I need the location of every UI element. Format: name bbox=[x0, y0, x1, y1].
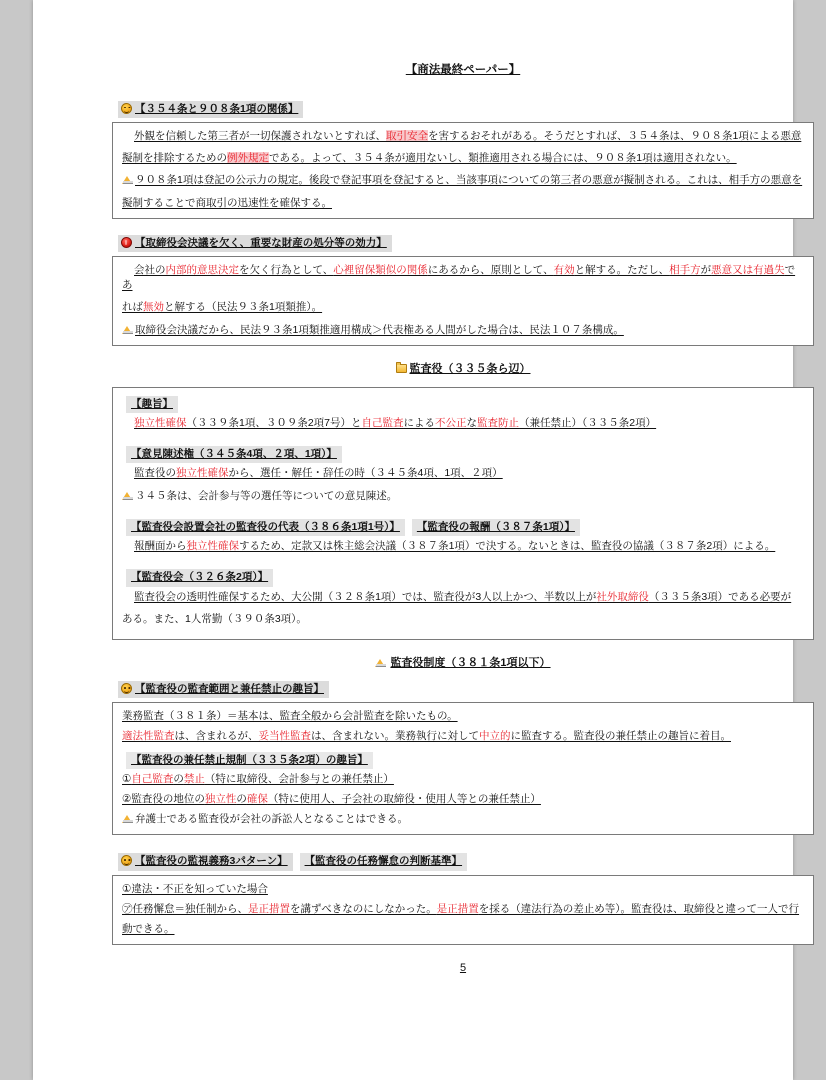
text-run: ある。また、1人常勤（３９０条3項）。 bbox=[122, 612, 307, 625]
sub-heading-ninmu-ketai: 【監査役の任務懈怠の判断基準】 bbox=[300, 853, 468, 870]
section-heading-text: 【３５４条と９０８条1項の関係】 bbox=[135, 102, 299, 115]
red-run: 不公正 bbox=[435, 417, 467, 430]
red-run: 妥当性監査 bbox=[258, 730, 311, 743]
pencil-icon bbox=[122, 814, 134, 824]
text-line bbox=[122, 902, 804, 917]
text-run: 会社の bbox=[134, 263, 166, 276]
red-run: 独立性 bbox=[204, 793, 237, 806]
smiley-icon bbox=[121, 103, 132, 114]
section-heading-text: 【監査役の監視義務3パターン】 bbox=[135, 855, 288, 868]
text-run: 弁護士である監査役が会社の訴訟人となることはできる。 bbox=[135, 813, 408, 826]
red-run: 相手方 bbox=[669, 263, 701, 276]
pencil-icon bbox=[122, 325, 134, 335]
text-line bbox=[122, 882, 804, 897]
text-run: （特に使用人、子会社の取締役・使用人等との兼任禁止） bbox=[267, 793, 541, 806]
center-heading-text: 監査役（３３５条ら辺） bbox=[409, 362, 531, 375]
red-run: 自己監査 bbox=[131, 772, 174, 785]
text-run: （３３５条3項）である必要が bbox=[648, 590, 792, 603]
text-run: れば bbox=[122, 301, 143, 314]
text-run: ９０８条1項は bbox=[135, 174, 204, 187]
text-line bbox=[122, 300, 804, 315]
text-run: 報酬面から bbox=[134, 540, 187, 553]
section-heading-text: 【監査役の監査範囲と兼任禁止の趣旨】 bbox=[135, 682, 324, 695]
text-run: にあるから、原則として、 bbox=[427, 263, 554, 276]
text-run: な bbox=[466, 417, 478, 430]
highlight-run: 取引安全 bbox=[386, 129, 428, 142]
text-run: （３３９条1項、３０９条2項7号）と bbox=[186, 417, 362, 430]
text-run: 外観を信頼した第三者が一切保護されないとすれば、 bbox=[134, 129, 386, 142]
center-heading-text: 監査役制度（３８１条1項以下） bbox=[390, 656, 551, 669]
smiley-icon bbox=[121, 683, 132, 694]
red-run: 悪意又は有過失 bbox=[711, 263, 785, 276]
pencil-icon bbox=[375, 658, 387, 668]
text-run: 取締役会決議だから、民法９３条1項類推適用構成＞代表権ある人間がした場合は、民法１０７条構成。 bbox=[135, 323, 624, 336]
text-line-pencil bbox=[122, 173, 804, 188]
text-run: ㋐任務懈怠＝独任制から、 bbox=[122, 902, 248, 915]
text-run: を講ずべきなのにしなかった。 bbox=[290, 902, 437, 915]
red-run: 独立性確保 bbox=[176, 467, 229, 480]
sub-heading-kennin-kinshi: 【監査役の兼任禁止規制（３３５条2項）の趣旨】 bbox=[126, 752, 373, 769]
text-run: が bbox=[700, 263, 712, 276]
content-box-kanshi-gimu bbox=[112, 875, 814, 946]
text-run: である。よって、３５４条が適用ないし、類推適用される場合には、９０８条1項は適用されない。 bbox=[269, 152, 737, 165]
folder-icon bbox=[396, 364, 407, 373]
smiley-icon bbox=[121, 855, 132, 866]
section-heading-kansa-hani bbox=[118, 681, 329, 698]
text-run: を採る（違法行為の差止め等）。監査役は、取締役と違って一人で行 bbox=[478, 902, 800, 915]
text-run: するため、定款又は株主総会決議（３８７条1項）で決する。ないときは、監査役の協議（３８７条2項）による。 bbox=[239, 540, 776, 553]
red-run: 独立性確保 bbox=[134, 417, 187, 430]
text-run: 動できる。 bbox=[122, 923, 175, 936]
text-run: と解する（民法９３条1項類推）。 bbox=[164, 301, 323, 314]
section-torishimariyaku bbox=[112, 235, 814, 346]
text-line bbox=[122, 129, 804, 144]
text-run: ３４５条は、会計参与等の選任等についての意見陳述。 bbox=[135, 489, 398, 502]
text-line bbox=[122, 612, 804, 627]
content-box-kansayaku bbox=[112, 387, 814, 640]
sub-heading-shushi: 【趣旨】 bbox=[126, 396, 178, 413]
center-heading-kansayaku-seido bbox=[112, 656, 814, 672]
text-run: であ bbox=[122, 263, 796, 292]
sub-heading-387: 【監査役の報酬（３８７条1項）】 bbox=[412, 519, 580, 536]
text-line bbox=[122, 196, 804, 211]
content-box-torishimariyaku bbox=[112, 256, 814, 346]
text-line bbox=[122, 729, 804, 744]
text-run: 業務監査（３８１条）＝基本は、監査全般から会計監査を除いたもの。 bbox=[122, 710, 458, 723]
red-run: 無効 bbox=[143, 301, 164, 314]
text-line bbox=[122, 590, 804, 605]
text-line bbox=[122, 416, 804, 431]
text-line bbox=[122, 792, 804, 807]
red-run: 中立的 bbox=[479, 730, 511, 743]
red-run: 有効 bbox=[553, 263, 575, 276]
text-run: 擬制することで商取引の迅速性を確保する。 bbox=[122, 196, 332, 209]
text-run: 監査役の bbox=[134, 467, 176, 480]
center-heading-kansayaku bbox=[112, 362, 814, 378]
text-run: を欠く行為として、 bbox=[239, 263, 334, 276]
text-line-pencil bbox=[122, 489, 804, 504]
text-run: 監査役会の透明性確保するため、大公開（３２８条1項）では、監査役が3人以上かつ、半数以上が bbox=[134, 590, 597, 603]
text-run: （特に取締役、会計参与との兼任禁止） bbox=[204, 772, 394, 785]
document-title-text: 【商法最終ペーパー】 bbox=[405, 64, 521, 76]
text-line bbox=[122, 263, 804, 293]
text-run: から、選任・解任・辞任の時（３４５条4項、1項、２項） bbox=[228, 467, 503, 480]
text-run: と解する。ただし、 bbox=[574, 263, 670, 276]
pencil-icon bbox=[122, 491, 134, 501]
text-run: を害するおそれがある。そうだとすれば、３５４条は、９０８条1項による悪意 bbox=[428, 129, 802, 142]
red-ball-icon bbox=[121, 237, 132, 248]
text-line bbox=[122, 772, 804, 787]
text-run: に監査する。監査役の兼任禁止の趣旨に着目。 bbox=[510, 730, 731, 743]
sub-heading-kansayakukai: 【監査役会（３２６条2項）】 bbox=[126, 569, 273, 586]
document-title bbox=[112, 62, 814, 79]
section-heading-text: 【取締役会決議を欠く、重要な財産の処分等の効力】 bbox=[135, 236, 387, 249]
text-run: は、含まれるが、 bbox=[174, 730, 259, 743]
text-run: 擬制を排除するための bbox=[122, 152, 227, 165]
red-run: 是正措置 bbox=[248, 902, 290, 915]
red-run: 適法性監査 bbox=[122, 730, 175, 743]
section-354-908 bbox=[112, 101, 814, 219]
text-run: の bbox=[236, 793, 247, 806]
text-run: による bbox=[403, 417, 436, 430]
text-line bbox=[122, 922, 804, 937]
text-line bbox=[122, 151, 804, 166]
page-number-text: 5 bbox=[459, 962, 467, 975]
red-run: 自己監査 bbox=[361, 417, 404, 430]
text-run: 。後段で登記事項を登記すると、当該事項についての第三者の悪意が擬制される。これは、相手方の悪意を bbox=[298, 174, 803, 187]
red-run: 監査防止 bbox=[477, 417, 520, 430]
highlight-run: 例外規定 bbox=[227, 152, 269, 165]
text-run: ① bbox=[122, 772, 132, 785]
red-run: 心裡留保類似の関係 bbox=[333, 263, 428, 276]
sub-heading-ikenchinjutsu: 【意見陳述権（３４５条4項、２項、1項）】 bbox=[126, 446, 342, 463]
red-run: 社外取締役 bbox=[596, 590, 649, 603]
section-heading-kanshi-gimu bbox=[118, 853, 293, 870]
page-number bbox=[112, 961, 814, 977]
red-run: 内部的意思決定 bbox=[165, 263, 239, 276]
text-line-pencil bbox=[122, 323, 804, 338]
text-line bbox=[122, 466, 804, 481]
text-run: の bbox=[173, 772, 184, 785]
text-run: は、含まれない。業務執行に対して bbox=[311, 730, 479, 743]
text-run: ②監査役の地位の bbox=[122, 793, 205, 806]
text-line-pencil bbox=[122, 812, 804, 827]
text-run: 登記の公示力の規定 bbox=[203, 174, 299, 187]
section-heading-354-908 bbox=[118, 101, 303, 118]
document-sheet bbox=[50, 14, 803, 1062]
red-run: 是正措置 bbox=[436, 902, 479, 915]
pencil-icon bbox=[122, 175, 134, 185]
sub-heading-386: 【監査役会設置会社の監査役の代表（３８６条1項1号）】 bbox=[126, 519, 405, 536]
text-line bbox=[122, 709, 804, 724]
content-box-kansa-hani bbox=[112, 702, 814, 835]
red-run: 確保 bbox=[246, 793, 268, 806]
red-run: 独立性確保 bbox=[186, 540, 239, 553]
section-heading-torishimariyaku bbox=[118, 235, 392, 252]
text-run: （兼任禁止）（３３５条2項） bbox=[519, 417, 657, 430]
document-body bbox=[112, 44, 814, 977]
text-run: ①違法・不正を知っていた場合 bbox=[122, 882, 268, 895]
content-box-354-908 bbox=[112, 122, 814, 219]
text-line bbox=[122, 539, 804, 554]
red-run: 禁止 bbox=[183, 772, 205, 785]
